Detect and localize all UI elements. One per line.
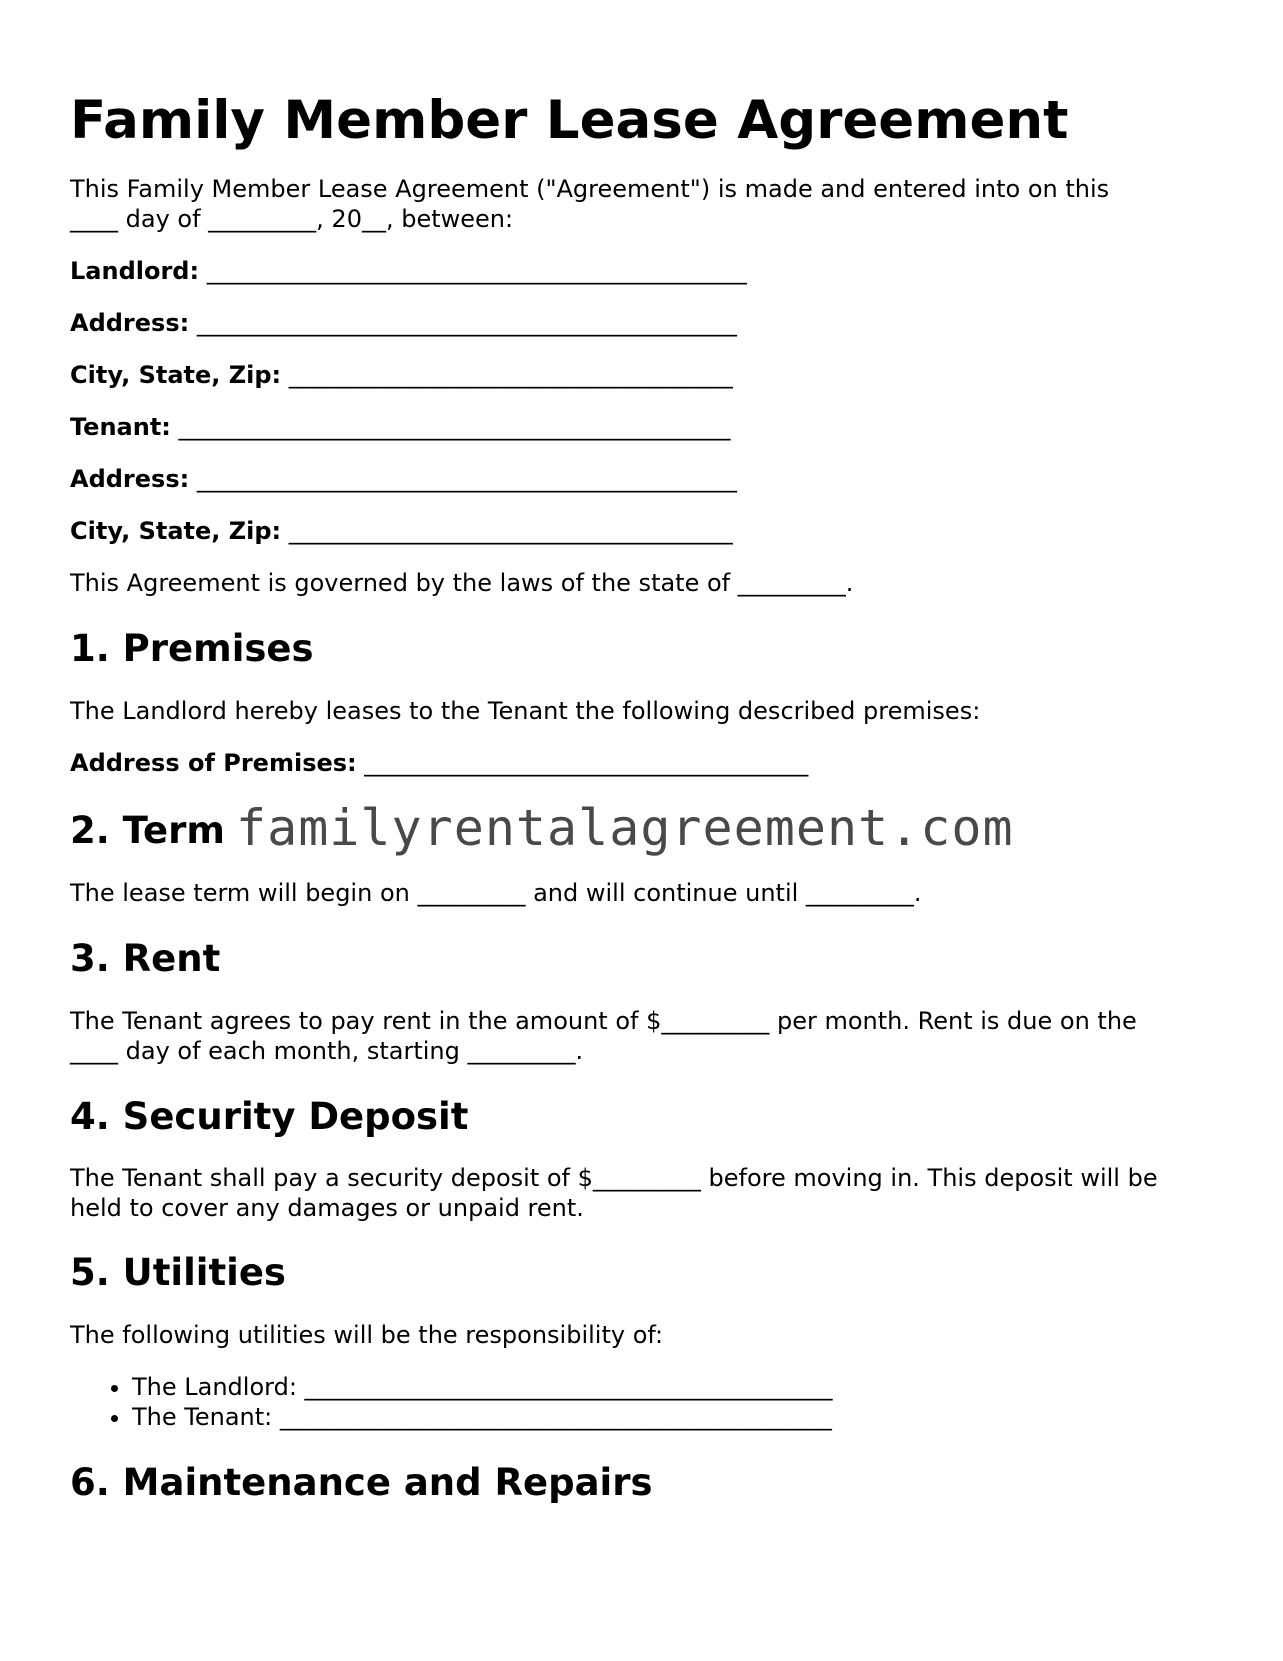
- landlord-city-label: City, State, Zip:: [70, 361, 282, 389]
- premises-address-blank: _____________________________________: [364, 749, 809, 777]
- rent-paragraph: [70, 1006, 1220, 1066]
- premises-text: The Landlord hereby leases to the Tenant the following described premises:: [70, 697, 981, 725]
- rent-heading: 3. Rent: [70, 937, 221, 980]
- tenant-field: [70, 412, 731, 442]
- watermark: familyrentalagreement.com: [236, 799, 1014, 857]
- governing-law-text: This Agreement is governed by the laws of the state of _________.: [70, 569, 854, 597]
- tenant-city-label: City, State, Zip:: [70, 517, 282, 545]
- utilities-landlord-item: • The Landlord: ____________________________________________: [132, 1372, 833, 1402]
- premises-heading: 1. Premises: [70, 627, 314, 670]
- utilities-heading: 5. Utilities: [70, 1251, 286, 1294]
- landlord-label: Landlord:: [70, 257, 200, 285]
- rent-line-1: The Tenant agrees to pay rent in the amount of $_________ per month. Rent is due on the: [70, 1007, 1137, 1035]
- deposit-line-2: held to cover any damages or unpaid rent.: [70, 1194, 584, 1222]
- utilities-text: The following utilities will be the responsibility of:: [70, 1321, 664, 1349]
- term-text: The lease term will begin on _________ and will continue until _________.: [70, 879, 922, 907]
- landlord-city-field: [70, 360, 733, 390]
- rent-line-2: ____ day of each month, starting _________.: [70, 1037, 584, 1065]
- utilities-tenant-item: • The Tenant: ______________________________________________: [132, 1402, 833, 1432]
- utilities-list: [70, 1372, 833, 1432]
- document-title: Family Member Lease Agreement: [70, 90, 1069, 151]
- premises-address-field: [70, 748, 808, 778]
- landlord-address-label: Address:: [70, 309, 190, 337]
- landlord-city-blank: _____________________________________: [288, 361, 733, 389]
- tenant-city-blank: _____________________________________: [288, 517, 733, 545]
- landlord-address-blank: _____________________________________________: [196, 309, 737, 337]
- landlord-field: [70, 256, 747, 286]
- tenant-address-field: [70, 464, 737, 494]
- tenant-address-blank: _____________________________________________: [196, 465, 737, 493]
- tenant-label: Tenant:: [70, 413, 171, 441]
- tenant-city-field: [70, 516, 733, 546]
- tenant-blank: ______________________________________________: [178, 413, 731, 441]
- premises-address-label: Address of Premises:: [70, 749, 357, 777]
- intro-line-2: ____ day of _________, 20__, between:: [70, 205, 514, 233]
- maintenance-heading: 6. Maintenance and Repairs: [70, 1461, 653, 1504]
- deposit-heading: 4. Security Deposit: [70, 1095, 469, 1138]
- intro-line-1: This Family Member Lease Agreement ("Agreement") is made and entered into on this: [70, 175, 1110, 203]
- deposit-line-1: The Tenant shall pay a security deposit of $_________ before moving in. This deposit will be: [70, 1164, 1158, 1192]
- landlord-blank: _____________________________________________: [206, 257, 747, 285]
- intro-paragraph: [70, 174, 1220, 234]
- term-heading: 2. Term: [70, 809, 225, 852]
- tenant-address-label: Address:: [70, 465, 190, 493]
- deposit-paragraph: [70, 1163, 1220, 1223]
- landlord-address-field: [70, 308, 737, 338]
